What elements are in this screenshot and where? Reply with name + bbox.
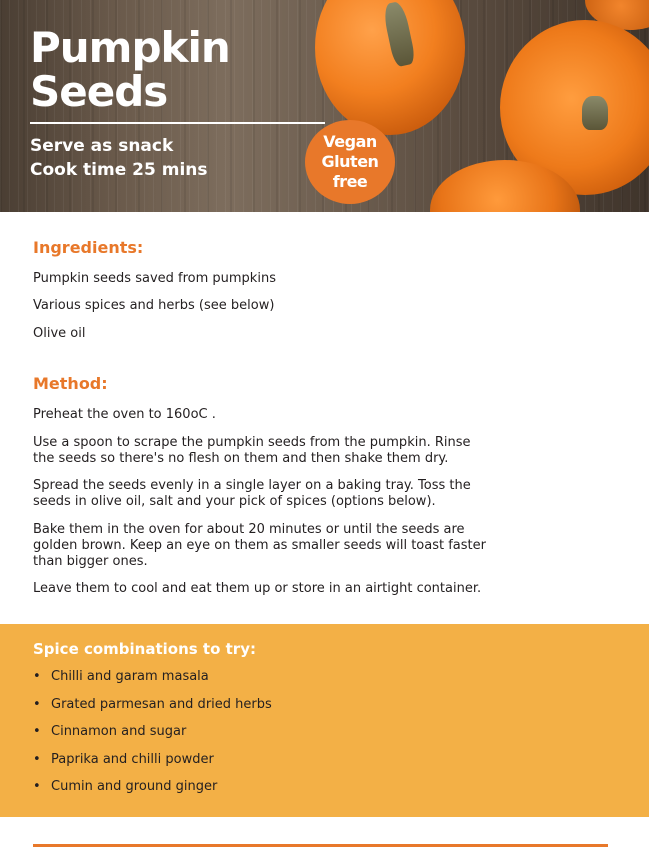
ingredient-item: Pumpkin seeds saved from pumpkins xyxy=(33,271,276,286)
spice-item: Cinnamon and sugar xyxy=(51,724,187,739)
spice-item: Grated parmesan and dried herbs xyxy=(51,696,272,712)
list-item xyxy=(33,779,272,807)
spice-item: Chilli and garam masala xyxy=(51,669,209,684)
method-line: than bigger ones. xyxy=(33,554,148,569)
badge-line: Gluten xyxy=(321,152,379,171)
spice-panel xyxy=(0,624,649,817)
method-line: seeds in olive oil, salt and your pick of spices (options below). xyxy=(33,494,436,509)
ingredients-heading: Ingredients: xyxy=(33,238,144,257)
bullet: • xyxy=(33,669,41,684)
spice-list xyxy=(33,669,272,807)
bullet: • xyxy=(33,696,41,712)
spice-heading: Spice combinations to try: xyxy=(33,640,256,658)
badge-line: Vegan xyxy=(323,132,377,151)
page-title xyxy=(30,23,230,116)
recipe-subtitle xyxy=(30,134,208,182)
bullet: • xyxy=(33,724,41,739)
method-line: golden brown. Keep an eye on them as smaller seeds will toast faster xyxy=(33,538,486,553)
list-item xyxy=(33,724,272,752)
method-line: Preheat the oven to 160oC . xyxy=(33,407,216,422)
method-heading: Method: xyxy=(33,374,108,393)
title-divider xyxy=(30,122,325,124)
spice-item: Paprika and chilli powder xyxy=(51,751,214,767)
serving-text: Serve as snack xyxy=(30,136,174,156)
title-line: Pumpkin xyxy=(30,23,230,72)
ingredient-item: Olive oil xyxy=(33,326,86,341)
hero-banner xyxy=(0,0,649,212)
list-item xyxy=(33,752,272,780)
method-line: Bake them in the oven for about 20 minutes or until the seeds are xyxy=(33,522,465,537)
pumpkin-stem xyxy=(582,96,608,130)
bullet: • xyxy=(33,779,41,794)
diet-badge xyxy=(305,120,395,204)
method-line: the seeds so there's no flesh on them and then shake them dry. xyxy=(33,451,449,466)
ingredient-item: Various spices and herbs (see below) xyxy=(33,298,275,313)
list-item xyxy=(33,697,272,725)
cook-time-text: Cook time 25 mins xyxy=(30,160,208,180)
method-line: Use a spoon to scrape the pumpkin seeds from the pumpkin. Rinse xyxy=(33,435,471,450)
title-line: Seeds xyxy=(30,67,168,116)
spice-item: Cumin and ground ginger xyxy=(51,779,218,794)
method-line: Spread the seeds evenly in a single layer on a baking tray. Toss the xyxy=(33,478,471,493)
badge-line: free xyxy=(332,172,368,191)
method-line: Leave them to cool and eat them up or store in an airtight container. xyxy=(33,581,482,596)
bullet: • xyxy=(33,751,41,767)
footer-divider xyxy=(33,844,608,847)
list-item xyxy=(33,669,272,697)
